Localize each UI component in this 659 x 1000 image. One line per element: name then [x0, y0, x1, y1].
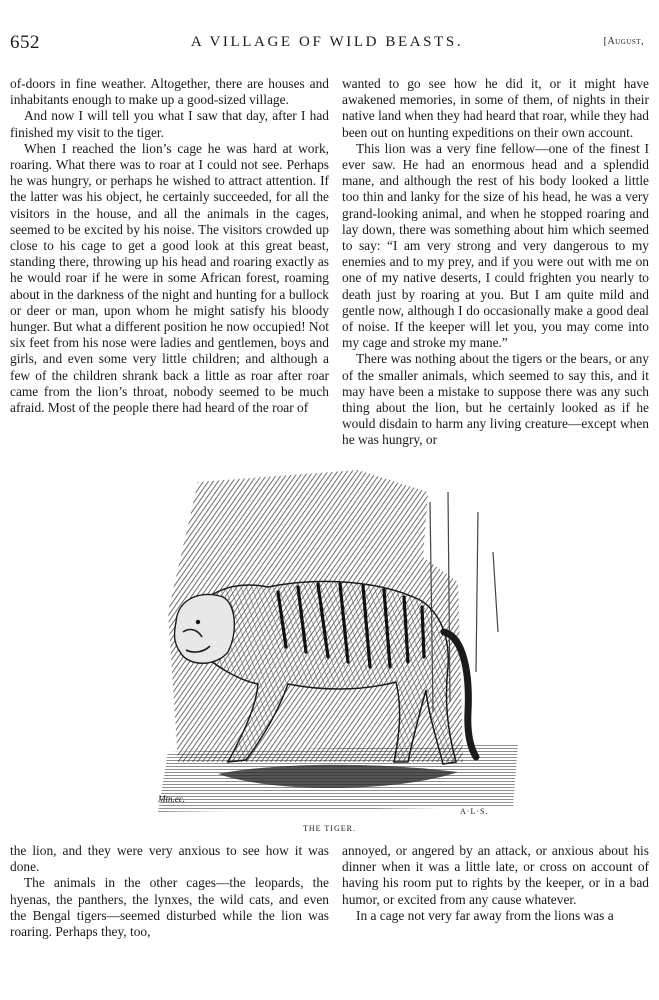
column-right-bottom [342, 843, 649, 924]
column-left-top [10, 76, 329, 416]
tiger-illustration [158, 462, 526, 820]
paragraph: When I reached the lion’s cage he was hard at work, roaring. What there was to roar at I could not see. Perhaps he was hungry, or perhaps he wished to attract attention. If the latter was his object, he certainly succeeded, for all the visitors in the house, and all the animals in the cages, seemed to be excited by his noise. The visitors crowded up close to his cage to get a good look at this great beast, standing there, throwing up his head and roaring exactly as he would roar if he were in some African forest, roaming about in the darkness of the night and hunting for a bullock or deer or man, upon whom he might satisfy his bloody hunger. But what a different position he now occupied! Not six feet from his nose were ladies and gentlemen, boys and girls, and even some very little children; and although a few of the children shrank back a little as roar after roar came from the lion’s throat, nobody seemed to be much afraid. Most of the people there had heard of the roar of [10, 140, 329, 416]
paragraph: This lion was a very fine fellow—one of the finest I ever saw. He had an enormous head and a splendid mane, and although the rest of his body looked a little too thin and lanky for the size of his head, he was a very grand-looking animal, and when he stopped roaring and lay down, there was something about him which seemed to say: “I am very strong and very dangerous to my enemies and to my prey, and if you were out with me on one of my native deserts, I could frighten you nearly to death just by roaring at you. But I am quite mild and gentle now, although I do occasionally make a good deal of noise. If the keeper will let you, you may come into my cage and stroke my mane.” [342, 140, 649, 351]
paragraph: wanted to go see how he did it, or it might have awakened memories, in some of them, of nights in their native land when they had heard that roar, while they had been out on hunting expeditions on their own account. [342, 76, 649, 140]
page-number: 652 [10, 32, 40, 53]
illustration-caption: THE TIGER. [303, 824, 356, 833]
paragraph: And now I will tell you what I saw that day, after I had finished my visit to the tiger. [10, 108, 329, 140]
paragraph: the lion, and they were very anxious to see how it was done. [10, 843, 329, 875]
column-left-bottom [10, 843, 329, 940]
issue-month: [August, [603, 36, 644, 47]
artist-signature: A·L·S. [460, 807, 489, 816]
running-title: A VILLAGE OF WILD BEASTS. [190, 34, 464, 50]
paragraph: There was nothing about the tigers or the bears, or any of the smaller animals, which seemed to say this, and it may have been a mistake to suppose there was any such thing about the lion, but he certainly looked as if he would disdain to harm any living creature—except when he was hungry, or [342, 351, 649, 448]
column-right-top [342, 76, 649, 449]
engraver-signature: Mtn.ec. [158, 794, 185, 804]
paragraph: annoyed, or angered by an attack, or anxious about his dinner when it was a little late, or cross on account of having his room put to rights by the keeper, or in a bad humor, or excited from any cause whatever. [342, 843, 649, 907]
running-header [10, 30, 644, 54]
paragraph: of-doors in fine weather. Altogether, there are houses and inhabitants enough to make up a good-sized village. [10, 76, 329, 108]
paragraph: In a cage not very far away from the lions was a [356, 907, 614, 923]
paragraph: The animals in the other cages—the leopards, the hyenas, the panthers, the lynxes, the wild cats, and even the Bengal tigers—seemed disturbed while the lion was roaring. Perhaps they, too, [10, 875, 329, 940]
